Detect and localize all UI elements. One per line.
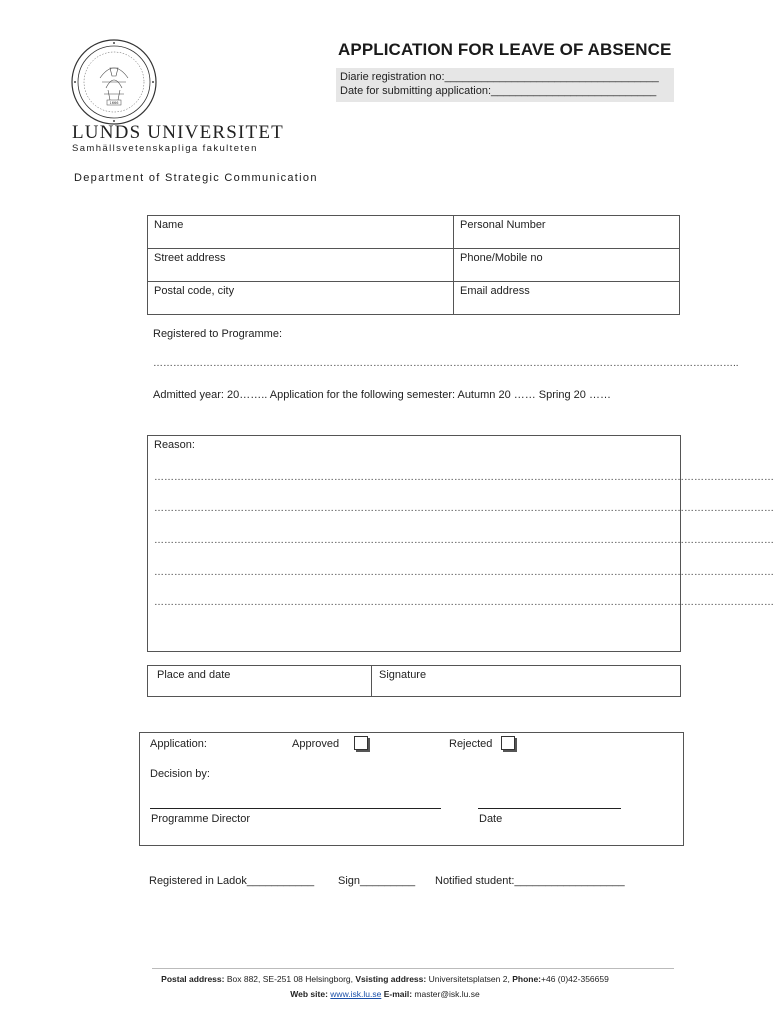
programme-label: Registered to Programme: xyxy=(153,328,282,340)
footer-divider xyxy=(152,968,674,969)
reason-line-3[interactable]: …………………………………………………………………………………………………………………………………………………………………… xyxy=(154,535,774,546)
reason-box xyxy=(147,435,774,652)
street-address-label: Street address xyxy=(154,252,226,264)
footer-web xyxy=(0,989,770,999)
decision-by-label: Decision by: xyxy=(150,768,210,780)
phone-field[interactable] xyxy=(454,249,680,282)
notified-student-field[interactable]: Notified student:__________________ xyxy=(435,875,625,887)
submit-date-line: ___________________________ xyxy=(491,85,657,97)
approved-label: Approved xyxy=(292,738,340,750)
admitted-year-line[interactable]: Admitted year: 20…….. Application for the following semester: Autumn 20 …… Spring 20 …… xyxy=(153,389,611,401)
signature-field[interactable]: Signature xyxy=(379,669,427,681)
email-field[interactable] xyxy=(454,282,680,315)
personal-number-label: Personal Number xyxy=(460,219,546,231)
programme-director-label: Programme Director xyxy=(151,813,251,825)
approved-checkbox[interactable] xyxy=(354,736,368,750)
faculty-name: Samhällsvetenskapliga fakulteten xyxy=(72,143,258,154)
name-field[interactable] xyxy=(148,216,454,249)
sign-field[interactable]: Sign_________ xyxy=(338,875,416,887)
postal-code-field[interactable] xyxy=(148,282,454,315)
reason-line-2[interactable]: …………………………………………………………………………………………………………………………………………………………………… xyxy=(154,503,774,514)
postal-value: Box 882, SE-251 08 Helsingborg, xyxy=(224,974,356,984)
email-footer-value: master@isk.lu.se xyxy=(412,989,480,999)
diarie-registration-field[interactable] xyxy=(340,71,659,83)
phone-footer-label: Phone: xyxy=(512,974,542,984)
rejected-label: Rejected xyxy=(449,738,493,750)
diarie-box xyxy=(336,68,674,102)
department-name: Department of Strategic Communication xyxy=(74,172,318,184)
email-footer-label: E-mail: xyxy=(383,989,413,999)
web-label: Web site: xyxy=(290,989,328,999)
personal-info-table xyxy=(147,215,680,315)
svg-text:1666: 1666 xyxy=(109,101,119,105)
place-date-field[interactable]: Place and date xyxy=(157,669,231,681)
reason-line-4[interactable]: …………………………………………………………………………………………………………………………………………………………………… xyxy=(154,567,774,578)
phone-label: Phone/Mobile no xyxy=(460,252,543,264)
decision-date-line[interactable] xyxy=(478,808,621,809)
decision-box xyxy=(139,732,684,846)
street-address-field[interactable] xyxy=(148,249,454,282)
programme-line[interactable]: ………………………………………………………………………………………………………………………………………………………….. xyxy=(153,358,739,369)
decision-date-label: Date xyxy=(479,813,503,825)
university-name: LUNDS UNIVERSITET xyxy=(72,122,284,143)
page-title: APPLICATION FOR LEAVE OF ABSENCE xyxy=(338,40,672,59)
diarie-line: ___________________________________ xyxy=(444,71,659,83)
footer-address xyxy=(0,974,770,984)
university-seal xyxy=(70,38,158,126)
reason-line-1[interactable]: …………………………………………………………………………………………………………………………………………………………………… xyxy=(154,472,774,483)
reason-label: Reason: xyxy=(154,439,195,451)
postal-code-label: Postal code, city xyxy=(154,285,235,297)
submit-date-field[interactable] xyxy=(340,85,656,97)
rejected-checkbox[interactable] xyxy=(501,736,515,750)
visiting-value: Universitetsplatsen 2, xyxy=(426,974,513,984)
diarie-label: Diarie registration no: xyxy=(340,71,445,83)
submit-date-label: Date for submitting application: xyxy=(340,85,492,97)
name-label: Name xyxy=(154,219,184,231)
programme-director-signature-line[interactable] xyxy=(150,808,441,809)
postal-label: Postal address: xyxy=(161,974,225,984)
signature-box xyxy=(147,665,681,697)
application-label: Application: xyxy=(150,738,207,750)
phone-footer-value: +46 (0)42-356659 xyxy=(541,974,609,984)
signature-divider xyxy=(371,666,372,696)
registered-ladok-field[interactable]: Registered in Ladok___________ xyxy=(149,875,315,887)
website-link[interactable]: www.isk.lu.se xyxy=(330,989,382,999)
email-label: Email address xyxy=(460,285,530,297)
personal-number-field[interactable] xyxy=(454,216,680,249)
reason-line-5[interactable]: …………………………………………………………………………………………………………………………………………………………………… xyxy=(154,597,774,608)
visiting-label: Vsisting address: xyxy=(355,974,427,984)
